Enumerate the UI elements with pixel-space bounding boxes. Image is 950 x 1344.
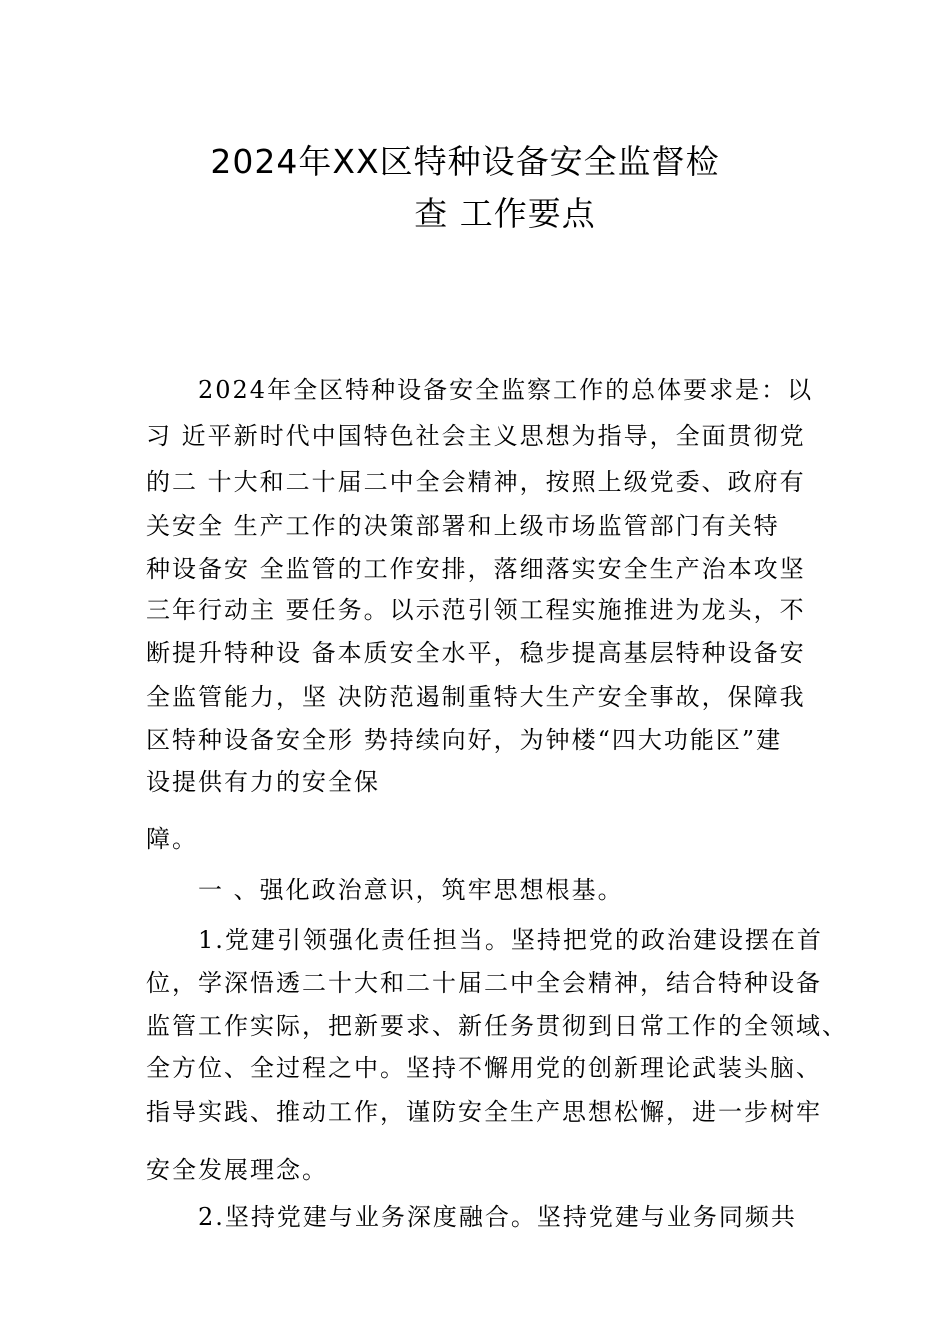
intro-line-1: 2024年全区特种设备安全监察工作的总体要求是：以 (198, 376, 814, 404)
item-1-line-1: 1.党建引领强化责任担当。坚持把党的政治建设摆在首 (198, 926, 823, 954)
intro-line-9: 区特种设备安全形 势持续向好，为钟楼“四大功能区”建 (146, 726, 783, 754)
document-title-line-2: 查 工作要点 (414, 194, 596, 233)
item-1-line-4: 全方位、全过程之中。坚持不懈用党的创新理论武装头脑、 (146, 1054, 822, 1082)
intro-line-6: 三年行动主 要任务。以示范引领工程实施推进为龙头，不 (146, 596, 806, 624)
item-1-line-3: 监管工作实际，把新要求、新任务贯彻到日常工作的全领域、 (146, 1012, 848, 1040)
intro-line-7: 断提升特种设 备本质安全水平，稳步提高基层特种设备安 (146, 639, 806, 667)
intro-line-3: 的二 十大和二十届二中全会精神，按照上级党委、政府有 (146, 468, 806, 496)
section-1-heading: 一 、强化政治意识，筑牢思想根基。 (198, 876, 624, 904)
intro-tail: 障。 (146, 825, 198, 853)
item-1-line-2: 位，学深悟透二十大和二十届二中全会精神，结合特种设备 (146, 969, 822, 997)
document-title-line-1: 2024年XX区特种设备安全监督检 (210, 142, 720, 181)
intro-line-10: 设提供有力的安全保 (146, 768, 380, 796)
item-1-tail: 安全发展理念。 (146, 1156, 328, 1184)
intro-line-8: 全监管能力，坚 决防范遏制重特大生产安全事故，保障我 (146, 683, 806, 711)
intro-line-2: 习 近平新时代中国特色社会主义思想为指导，全面贯彻党 (146, 422, 806, 450)
intro-line-4: 关安全 生产工作的决策部署和上级市场监管部门有关特 (146, 512, 780, 540)
intro-line-5: 种设备安 全监管的工作安排，落细落实安全生产治本攻坚 (146, 555, 806, 583)
item-1-line-5: 指导实践、推动工作，谨防安全生产思想松懈，进一步树牢 (146, 1098, 822, 1126)
item-2-line-1: 2.坚持党建与业务深度融合。坚持党建与业务同频共 (198, 1203, 797, 1231)
